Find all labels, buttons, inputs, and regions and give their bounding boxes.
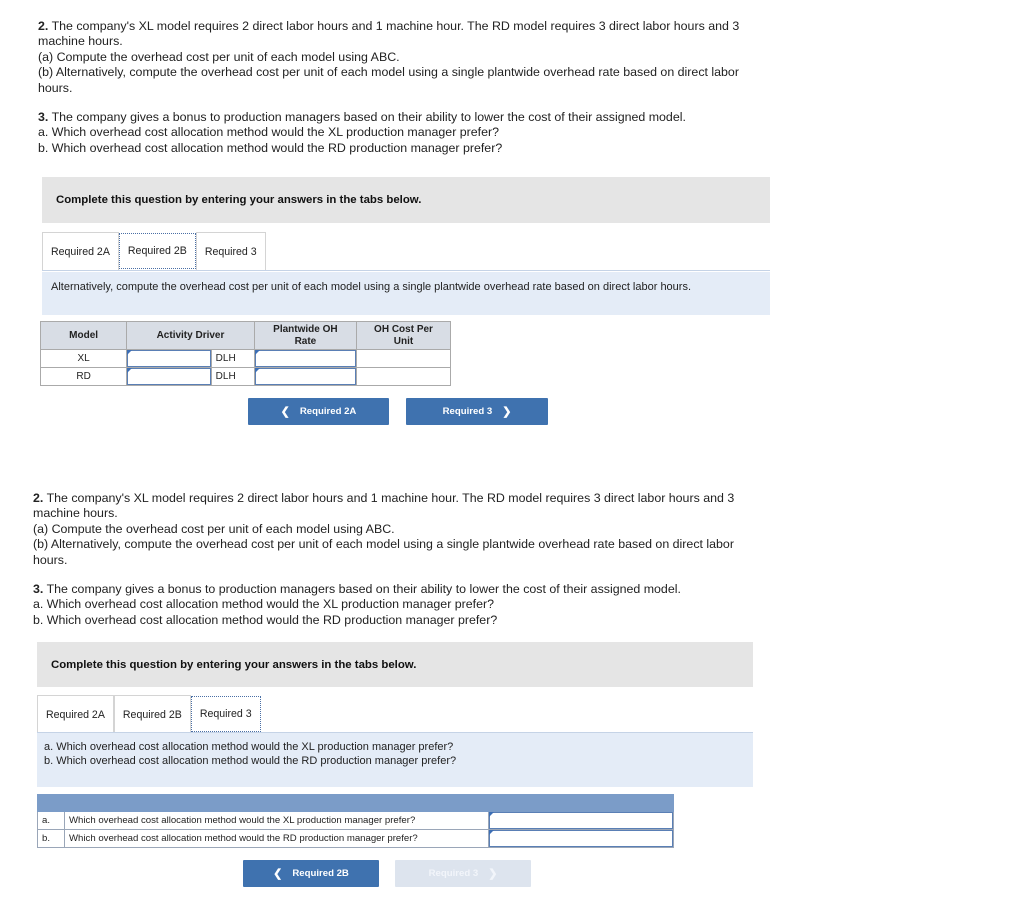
tab-required-3[interactable]: Required 3 [191, 696, 261, 732]
prev-required-2a-button[interactable]: ❮ Required 2A [248, 398, 389, 425]
next-required-3-button[interactable]: Required 3 ❯ [406, 398, 548, 425]
tab-required-2b[interactable]: Required 2B [119, 233, 196, 269]
driver-input-cell [127, 350, 211, 368]
unit-cell: DLH [211, 350, 254, 368]
prev-required-2b-button[interactable]: ❮ Required 2B [243, 860, 379, 887]
table-row [38, 812, 674, 830]
driver-input-cell [127, 368, 211, 386]
chevron-right-icon: ❯ [502, 406, 512, 418]
panel-instruction: Alternatively, compute the overhead cost per unit of each model using a single plantwide overhead rate based on direct labor hours. [42, 272, 770, 315]
col-plantwide-rate: Plantwide OH Rate [254, 322, 356, 350]
row-question: Which overhead cost allocation method would the RD production manager prefer? [65, 830, 489, 848]
table-row [41, 350, 451, 368]
input-marker-icon [255, 368, 260, 373]
row-letter: a. [38, 812, 65, 830]
instructions-banner: Complete this question by entering your answers in the tabs below. [37, 642, 753, 687]
instructions-banner: Complete this question by entering your answers in the tabs below. [42, 177, 770, 223]
input-marker-icon [489, 830, 494, 835]
xl-driver-input[interactable] [127, 350, 210, 367]
rd-driver-input[interactable] [127, 368, 210, 385]
rate-input-cell [254, 350, 356, 368]
xl-preference-cell [489, 812, 674, 830]
rd-rate-input[interactable] [255, 368, 356, 385]
tab-required-2a[interactable]: Required 2A [37, 695, 114, 733]
panel-instruction: a. Which overhead cost allocation method would the XL production manager prefer? b. Which overhead cost allocation method would the RD production manager prefer? [37, 733, 753, 787]
chevron-left-icon: ❮ [280, 406, 290, 418]
question-block-2: 2. The company's XL model requires 2 direct labor hours and 1 machine hour. The RD model requires 3 direct labor hours and 3 machine hours. (a) Compute the overhead cost per unit of each model using ABC. (b) Alternatively, compute the overhead cost per unit of each model using a single plantwide overhead rate based on direct labor hours. 3. The company gives a bonus to production managers based on their ability to lower the cost of their assigned model. a. Which overhead cost allocation method would the XL production manager prefer? b. Which overhead cost allocation method would the RD production manager prefer? [33, 491, 735, 627]
tab-bar [37, 695, 261, 733]
chevron-right-icon: ❯ [488, 868, 498, 880]
unit-cell: DLH [211, 368, 254, 386]
table-row [41, 368, 451, 386]
rate-input-cell [254, 368, 356, 386]
col-model: Model [41, 322, 127, 350]
rd-preference-input[interactable] [489, 830, 673, 847]
input-marker-icon [127, 350, 132, 355]
col-activity-driver: Activity Driver [127, 322, 255, 350]
col-oh-cost: OH Cost Per Unit [357, 322, 451, 350]
preference-table [37, 794, 674, 848]
tab-underline [42, 270, 770, 271]
next-required-3-button[interactable]: Required 3 ❯ [395, 860, 531, 887]
tab-required-2b[interactable]: Required 2B [114, 695, 191, 733]
model-cell: XL [41, 350, 127, 368]
input-marker-icon [127, 368, 132, 373]
model-cell: RD [41, 368, 127, 386]
chevron-left-icon: ❮ [273, 868, 283, 880]
rd-oh-cost-cell [357, 368, 451, 386]
xl-rate-input[interactable] [255, 350, 356, 367]
tab-bar [42, 232, 266, 270]
tab-required-3[interactable]: Required 3 [196, 232, 266, 270]
row-question: Which overhead cost allocation method would the XL production manager prefer? [65, 812, 489, 830]
xl-preference-input[interactable] [489, 812, 673, 829]
row-letter: b. [38, 830, 65, 848]
xl-oh-cost-cell [357, 350, 451, 368]
tab-required-2a[interactable]: Required 2A [42, 232, 119, 270]
input-marker-icon [255, 350, 260, 355]
input-marker-icon [489, 812, 494, 817]
question-block-1: 2. The company's XL model requires 2 direct labor hours and 1 machine hour. The RD model requires 3 direct labor hours and 3 machine hours. (a) Compute the overhead cost per unit of each model using ABC. (b) Alternatively, compute the overhead cost per unit of each model using a single plantwide overhead rate based on direct labor hours. 3. The company gives a bonus to production managers based on their ability to lower the cost of their assigned model. a. Which overhead cost allocation method would the XL production manager prefer? b. Which overhead cost allocation method would the RD production manager prefer? [38, 19, 740, 155]
plantwide-oh-table [40, 321, 451, 386]
rd-preference-cell [489, 830, 674, 848]
table-row [38, 830, 674, 848]
